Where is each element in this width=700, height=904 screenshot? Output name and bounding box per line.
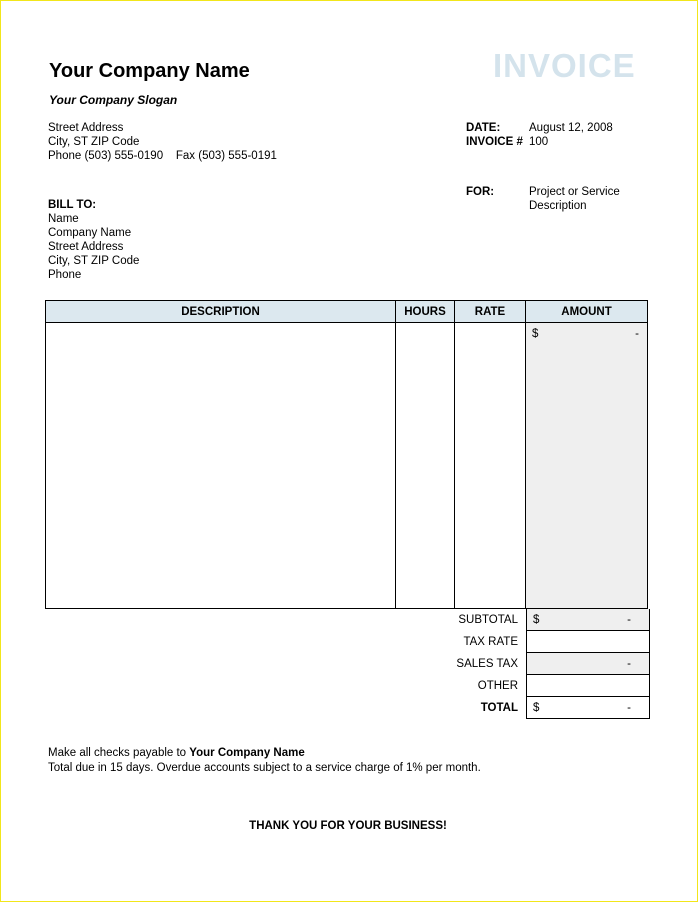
description-cell[interactable] [46, 323, 396, 609]
other-label: OTHER [477, 680, 518, 692]
company-address [48, 121, 277, 163]
tax-rate-row [441, 631, 650, 653]
payable-prefix: Make all checks payable to [48, 747, 190, 759]
amount-currency: $ [532, 328, 539, 340]
line-items-table [45, 300, 648, 609]
sales-tax-row [441, 653, 650, 675]
header-description: DESCRIPTION [46, 301, 396, 323]
for-value-line1: Project or Service [529, 186, 620, 198]
payable-company: Your Company Name [189, 747, 305, 759]
invoice-number-value: 100 [529, 136, 549, 148]
company-street: Street Address [48, 122, 124, 134]
for-value [529, 185, 620, 213]
total-value-box [526, 697, 650, 719]
amount-cell [526, 323, 648, 609]
amount-value: - [635, 328, 639, 340]
subtotal-value-box [526, 609, 650, 631]
sales-tax-value: - [627, 657, 631, 670]
totals-block [441, 609, 650, 719]
for-label: FOR: [466, 186, 495, 198]
tax-rate-input[interactable] [526, 631, 650, 653]
for-value-line2: Description [529, 200, 587, 212]
company-city: City, ST ZIP Code [48, 136, 140, 148]
table-row [46, 323, 648, 609]
bill-to-name: Name [48, 213, 79, 225]
bill-to-phone: Phone [48, 269, 82, 281]
total-label: TOTAL [480, 702, 518, 714]
header-hours: HOURS [396, 301, 455, 323]
other-input[interactable] [526, 675, 650, 697]
sales-tax-label: SALES TAX [456, 658, 518, 670]
date-value: August 12, 2008 [529, 122, 613, 134]
hours-cell[interactable] [396, 323, 455, 609]
payment-terms: Total due in 15 days. Overdue accounts subject to a service charge of 1% per month. [48, 762, 481, 774]
company-phone: Phone (503) 555-0190 [48, 150, 164, 162]
bill-to-street: Street Address [48, 241, 124, 253]
table-header-row [46, 301, 648, 323]
other-row [441, 675, 650, 697]
company-phone-fax [48, 149, 277, 163]
company-slogan: Your Company Slogan [49, 93, 178, 107]
total-row [441, 697, 650, 719]
sales-tax-value-box [526, 653, 650, 675]
thank-you-note: THANK YOU FOR YOUR BUSINESS! [249, 820, 447, 832]
company-name: Your Company Name [49, 60, 250, 82]
company-fax: Fax (503) 555-0191 [175, 150, 277, 162]
bill-to-label: BILL TO: [48, 199, 97, 211]
tax-rate-label: TAX RATE [463, 636, 518, 648]
rate-cell[interactable] [455, 323, 526, 609]
bill-to-city: City, ST ZIP Code [48, 255, 140, 267]
subtotal-label: SUBTOTAL [458, 614, 518, 626]
subtotal-currency: $ [533, 613, 540, 626]
date-label: DATE: [466, 122, 501, 134]
total-value: - [627, 701, 631, 714]
header-amount: AMOUNT [526, 301, 648, 323]
payable-note [48, 747, 305, 759]
total-currency: $ [533, 701, 540, 714]
bill-to-block [48, 198, 139, 282]
invoice-title: INVOICE [493, 47, 636, 84]
bill-to-company: Company Name [48, 227, 132, 239]
subtotal-row [441, 609, 650, 631]
header-rate: RATE [455, 301, 526, 323]
subtotal-value: - [627, 613, 631, 626]
invoice-number-label: INVOICE # [466, 136, 523, 148]
